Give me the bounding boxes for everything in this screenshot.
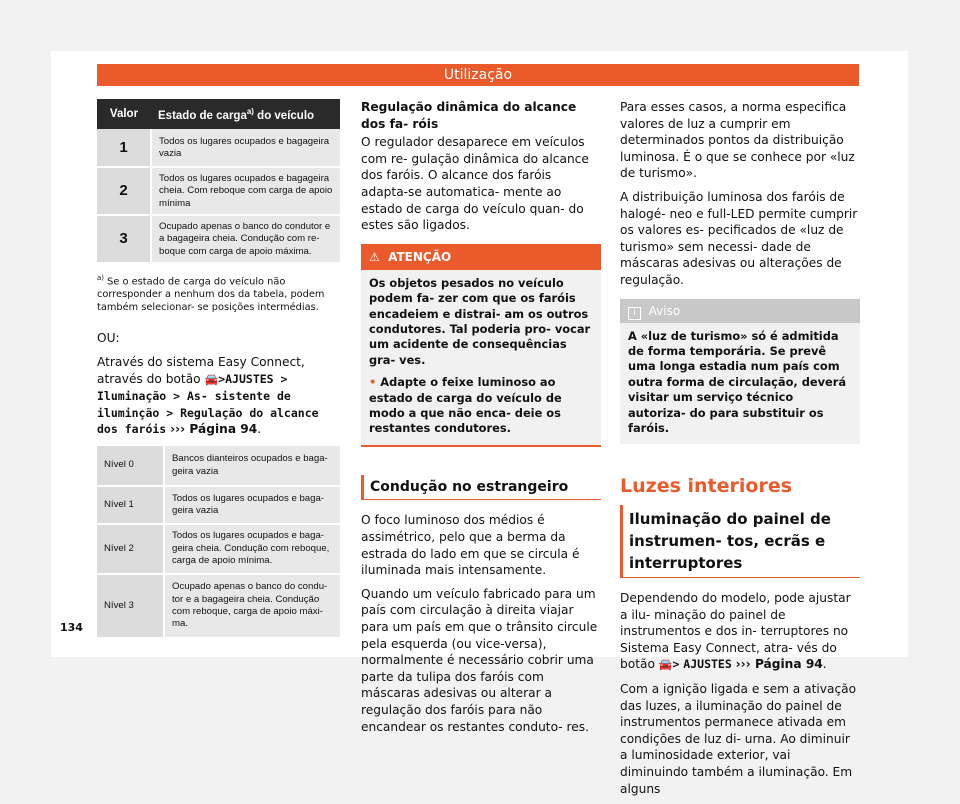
paragraph: O foco luminoso dos médios é assimétrico, pelo que a berma da estrada do lado em que se circula é iluminada mais intensamente.: [361, 513, 580, 578]
column-3: [620, 99, 860, 804]
paragraph: Com a ignição ligada e sem a ativação das luzes, a iluminação do painel de instrumentos permanece ativada em condições de luz di- urna. Ao diminuir a luminosidade exterior, vai diminuindo também a iluminação. Em alguns: [620, 681, 857, 796]
cell-level: Nível 3: [97, 574, 164, 638]
column-header-valor: Valor: [97, 99, 151, 129]
cell-level: Nível 2: [97, 524, 164, 574]
warning-icon: ⚠: [369, 249, 380, 264]
table-row: [97, 446, 340, 486]
cell-desc: Bancos dianteiros ocupados e baga- geira vazia: [164, 446, 340, 486]
column-2: [361, 99, 601, 742]
cell-estado: Todos os lugares ocupados e bagageira cheia. Com reboque com carga de apoio mínima: [151, 167, 340, 215]
cell-valor: 3: [97, 215, 151, 263]
cell-level: Nível 0: [97, 446, 164, 486]
paragraph: Quando um veículo fabricado para um país com circulação à direita viajar para um país em que o trânsito circule pela esquerda (ou vice-versa), normalmente é necessário cobrir uma parte da tulipa dos faróis com máscaras adesivas ou alterar a regulação dos faróis para não encandear os restantes conduto- res.: [361, 586, 598, 734]
warning-header: ⚠ ATENÇÃO: [361, 244, 601, 270]
warning-body: [361, 270, 601, 445]
notice-header: i Aviso: [620, 299, 860, 323]
paragraph: A distribuição luminosa dos faróis de halogé- neo e full-LED permite cumprir os valores es- pecificados de «luz de turismo» sem necessi- dade de máscaras adesivas ou alterações de regulação.: [620, 189, 858, 287]
bullet-icon: •: [369, 375, 377, 390]
subsection-title: Iluminação do painel de instrumen- tos, ecrãs e interruptores: [620, 505, 860, 578]
table-row: [97, 215, 340, 263]
warning-bullet: • Adapte o feixe luminoso ao estado de carga do veículo de modo a que não enca- deie os restantes condutores.: [369, 375, 562, 436]
table-row: [97, 574, 340, 638]
car-menu-icon: 🚘: [658, 658, 673, 672]
column-header-estado: Estado de carga$^{a)}$ do veículo: [151, 99, 340, 129]
page-reference-link[interactable]: ››› Página 94: [170, 422, 258, 437]
chapter-title: Luzes interiores: [620, 475, 793, 498]
cell-valor: 2: [97, 167, 151, 215]
table-header-row: [97, 99, 340, 129]
notice-body: A «luz de turismo» só é admitida de forma temporária. Se prevê uma longa estadia num país com outra forma de circulação, deverá visitar um serviço técnico autoriza- do para substituir os faróis.: [628, 328, 847, 435]
page-reference-link[interactable]: ››› Página 94: [735, 657, 823, 672]
table-row: [97, 486, 340, 524]
page-header: Utilização: [97, 64, 859, 86]
cell-desc: Ocupado apenas o banco do condu- tor e a bagageira cheia. Condução com reboque, carga de apoio máxi- ma.: [164, 574, 340, 638]
easy-connect-paragraph: Através do sistema Easy Connect, através do botão 🚘>AJUSTES > Iluminação > As- sistente de iluminção > Regulação do alcance dos faróis ››› Página 94.: [97, 355, 319, 437]
ou-label: OU:: [97, 331, 120, 346]
table-row: [97, 129, 340, 167]
cell-estado: Ocupado apenas o banco do condutor e a bagageira cheia. Condução com re- boque com carga de apoio máxima.: [151, 215, 340, 263]
cell-desc: Todos os lugares ocupados e baga- geira vazia: [164, 486, 340, 524]
cell-valor: 1: [97, 129, 151, 167]
load-state-table: [97, 99, 340, 264]
cell-desc: Todos os lugares ocupados e baga- geira cheia. Condução com reboque, carga de apoio mínima.: [164, 524, 340, 574]
warning-text: Os objetos pesados no veículo podem fa- zer com que os faróis encadeiem e distrai- am os outros condutores. Tal poderia pro- vocar um acidente de consequências gra- ves.: [369, 275, 591, 367]
column-1: [97, 99, 340, 639]
paragraph: Dependendo do modelo, pode ajustar a ilu- minação do painel de instrumentos e dos in- terruptores no Sistema Easy Connect, atra- vés do botão 🚘> AJUSTES ››› Página 94.: [620, 590, 860, 674]
info-icon: i: [628, 307, 641, 320]
section-heading: Regulação dinâmica do alcance dos fa- róis: [361, 100, 577, 131]
paragraph: Para esses casos, a norma especifica valores de luz a cumprir em determinados pontos da distribuição luminosa. É o que se conhece por «luz de turismo».: [620, 100, 855, 181]
table-row: [97, 524, 340, 574]
warning-box: [361, 244, 601, 447]
table-row: [97, 167, 340, 215]
paragraph: O regulador desaparece em veículos com re- gulação dinâmica do alcance dos faróis. O alcance dos faróis adapta-se automatica- mente ao estado de carga do veículo quan- do estes são ligados.: [361, 135, 589, 233]
notice-box: [620, 299, 860, 445]
cell-estado: Todos os lugares ocupados e bagageira vazia: [151, 129, 340, 167]
page-number: 134: [60, 621, 83, 634]
level-table: [97, 446, 340, 639]
cell-level: Nível 1: [97, 486, 164, 524]
footnote: $^{a)}$ Se o estado de carga do veículo não corresponder a nenhum dos da tabela, podem também selecionar- se posições intermédias.: [97, 274, 325, 313]
section-title: Condução no estrangeiro: [361, 475, 601, 501]
car-menu-icon: 🚘: [204, 372, 219, 386]
